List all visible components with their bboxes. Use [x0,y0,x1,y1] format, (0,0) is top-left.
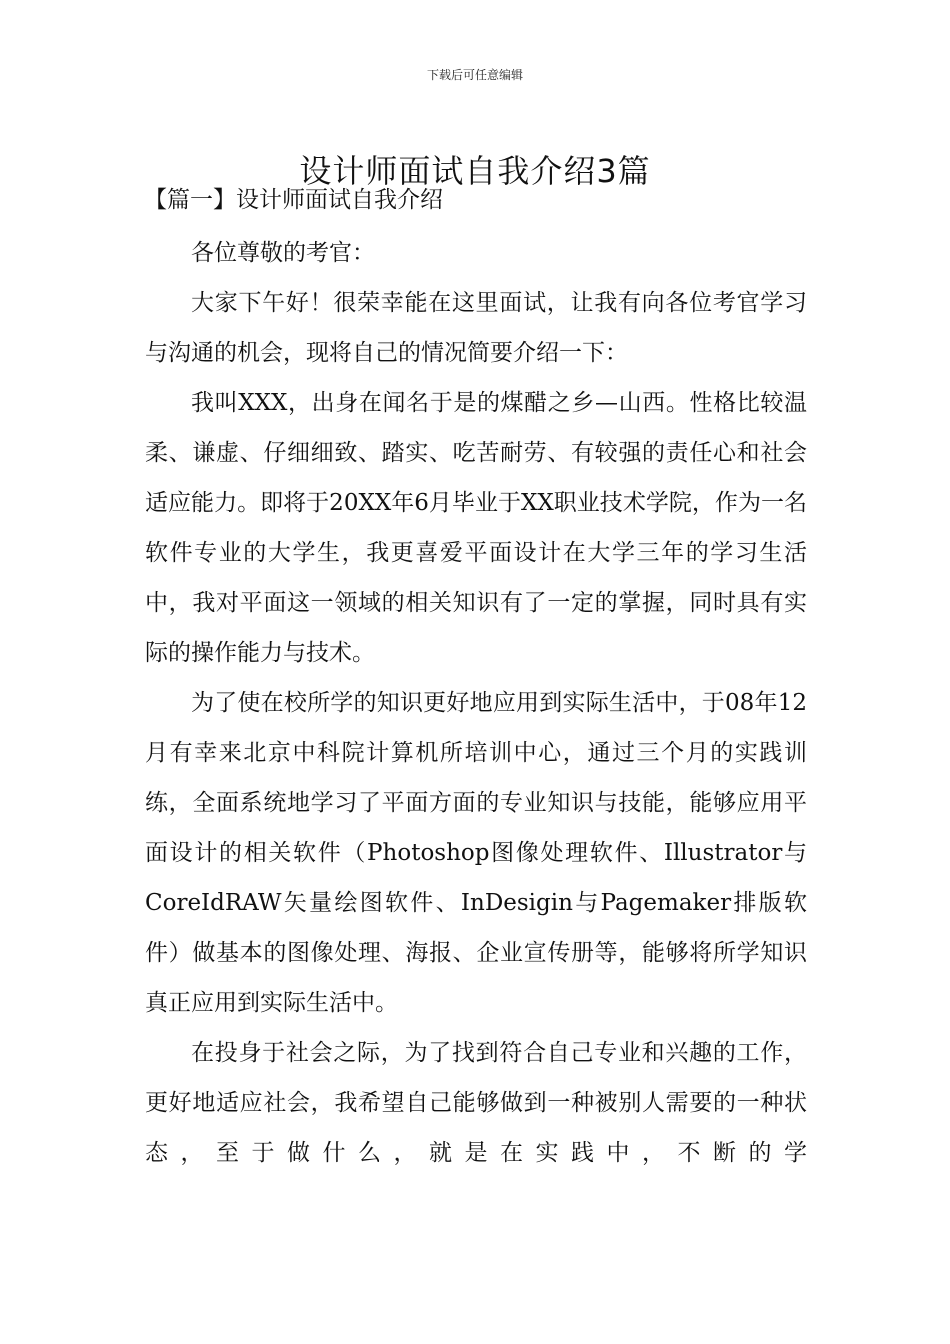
header-note: 下载后可任意编辑 [426,68,523,82]
paragraph-goals: 在投身于社会之际，为了找到符合自己专业和兴趣的工作，更好地适应社会，我希望自己能够做到一种被别人需要的一种状态，至于做什么，就是在实践中，不断的学 [145,1040,807,1166]
document-body [145,228,807,1178]
paragraph-background: 我叫XXX，出身在闻名于是的煤醋之乡—山西。性格比较温柔、谦虚、仔细细致、踏实、吃苦耐劳、有较强的责任心和社会适应能力。即将于20XX年6月毕业于XX职业技术学院，作为一名软件专业的大学生，我更喜爱平面设计在大学三年的学习生活中，我对平面这一领域的相关知识有了一定的掌握，同时具有实际的操作能力与技术。 [145,390,807,666]
section-heading: 【篇一】设计师面试自我介绍 [144,187,443,213]
paragraph-intro: 大家下午好！很荣幸能在这里面试，让我有向各位考官学习与沟通的机会，现将自己的情况简要介绍一下： [145,290,807,366]
page-title: 设计师面试自我介绍3篇 [299,152,651,191]
paragraph-training: 为了使在校所学的知识更好地应用到实际生活中，于08年12月有幸来北京中科院计算机所培训中心，通过三个月的实践训练，全面系统地学习了平面方面的专业知识与技能，能够应用平面设计的相关软件（Photoshop图像处理软件、Illustrator与CoreIdRAW矢量绘图软件、InDesigin与Pagemaker排版软件）做基本的图像处理、海报、企业宣传册等，能够将所学知识真正应用到实际生活中。 [145,690,807,1016]
paragraph-greeting: 各位尊敬的考官： [191,240,375,266]
